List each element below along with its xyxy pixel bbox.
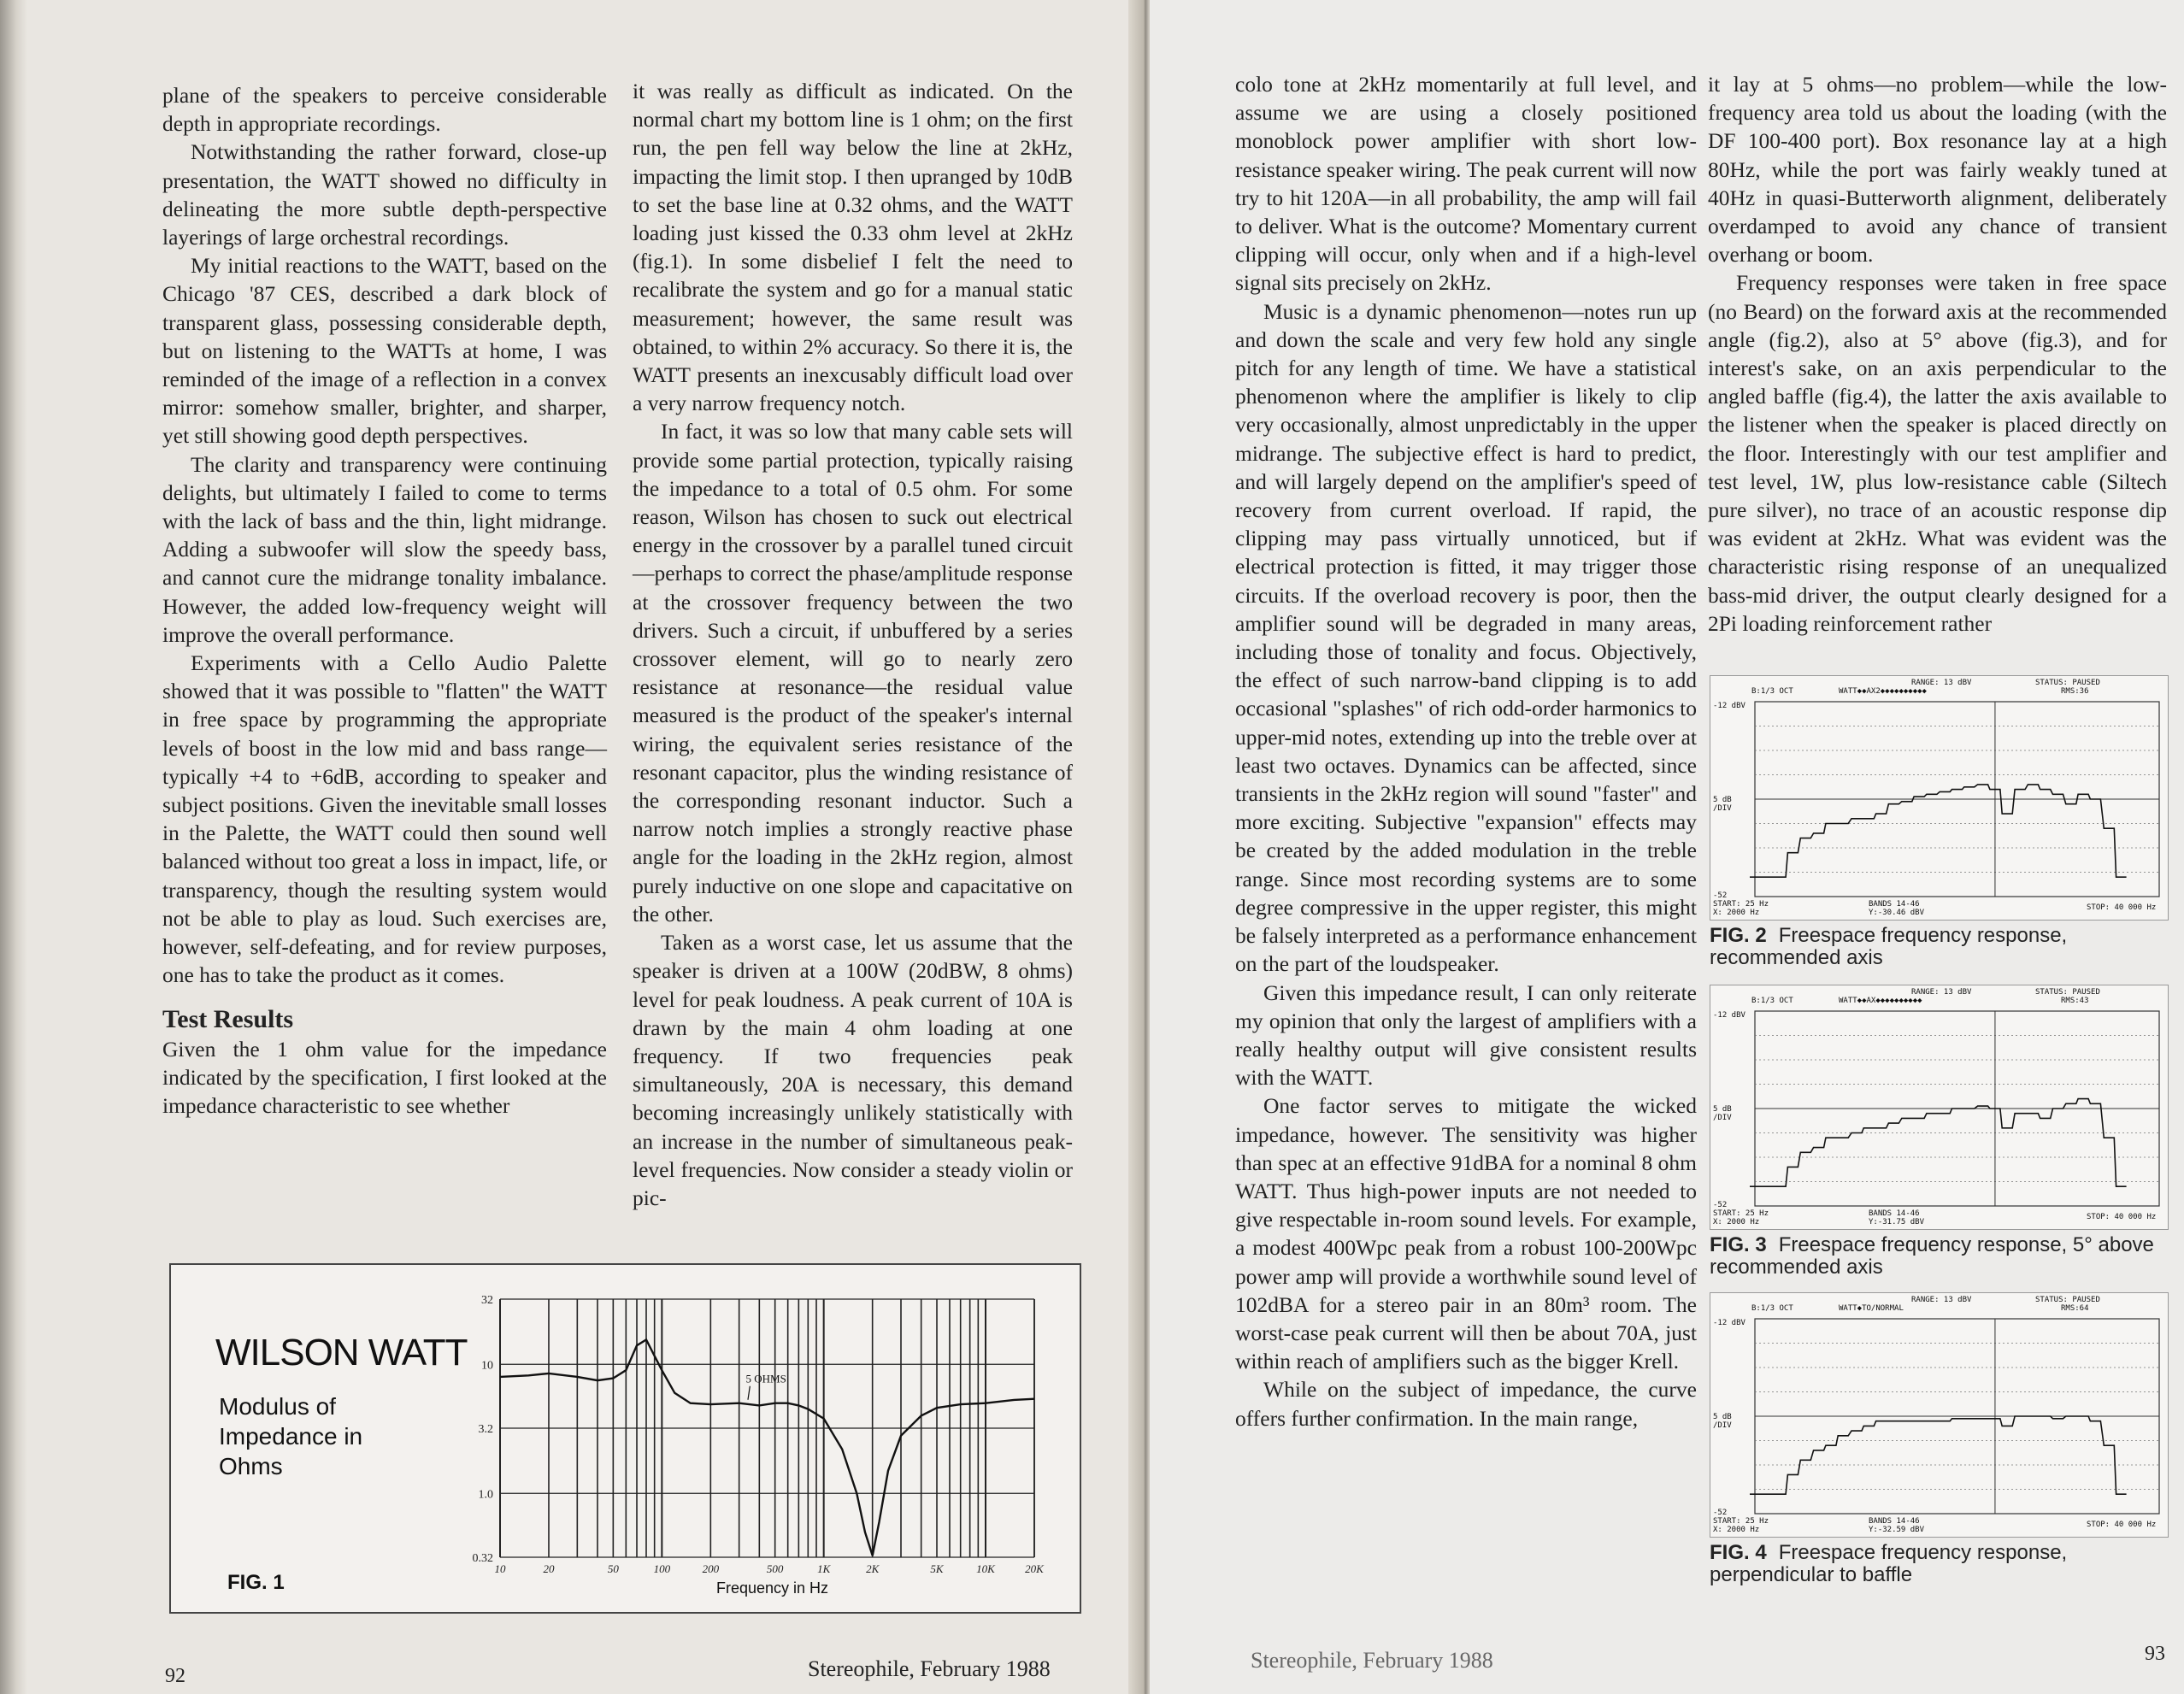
left-column-1	[162, 81, 607, 1120]
rms-readout: RMS:64	[2061, 1304, 2089, 1313]
response-trace	[1750, 1416, 2127, 1494]
x-tick-label: 20K	[1025, 1562, 1044, 1575]
caption-text: Freespace frequency response, 5° above recommended axis	[1710, 1233, 2154, 1279]
page-number: 92	[165, 1665, 185, 1687]
trace-name: WATT◆◆AX2◆◆◆◆◆◆◆◆◆◆	[1839, 687, 1927, 696]
x-tick-label: 20	[543, 1562, 555, 1575]
status-readout: STATUS: PAUSED	[2035, 679, 2100, 687]
range-readout: RANGE: 13 dBV	[1911, 679, 1972, 687]
stop-readout: STOP: 40 000 Hz	[2087, 1213, 2157, 1221]
response-trace-svg	[1710, 1293, 2168, 1537]
y-top-label: -12 dBV	[1713, 702, 1745, 710]
stop-readout: STOP: 40 000 Hz	[2087, 1520, 2157, 1529]
figure-caption	[1710, 1234, 2169, 1279]
left-column-2	[633, 77, 1073, 1212]
cursor-x-readout: X: 2000 Hz	[1713, 909, 1760, 917]
y-top-label: -12 dBV	[1713, 1319, 1745, 1327]
figure-1-impedance-chart	[169, 1263, 1081, 1614]
paragraph: Taken as a worst case, let us assume that the speaker is driven at a 100W (20dBW, 8 ohms) level for peak loudness. A peak current of 10A is drawn by the main 4 ohm loading at one frequency. If two frequencies peak simultaneously, 20A is necessary, this demand becoming increasingly unlikely statistically with an increase in the number of simultaneous peak-level frequencies. Now consider a steady violin or pic-	[633, 930, 1073, 1210]
paragraph: Notwithstanding the rather forward, close-up presentation, the WATT showed no difficulty in delineating the more subtle depth-perspective layerings of large orchestral recordings.	[162, 139, 607, 250]
response-trace-svg	[1710, 985, 2168, 1229]
bands-readout: BANDS 14-46	[1869, 1209, 1920, 1218]
bandwidth-readout: B:1/3 OCT	[1751, 997, 1793, 1005]
figure-label: FIG. 3	[1710, 1233, 1767, 1256]
y-bottom-label: -52	[1713, 1509, 1728, 1517]
figure-3-frequency-response	[1710, 985, 2169, 1279]
x-tick-label: 10K	[976, 1562, 995, 1575]
start-readout: START: 25 Hz	[1713, 1209, 1769, 1218]
x-tick-label: 50	[607, 1562, 619, 1575]
y-scale-label: 5 dB /DIV	[1713, 1413, 1732, 1430]
annotation-arrow	[748, 1386, 750, 1400]
response-trace	[1750, 785, 2127, 877]
x-tick-label: 200	[702, 1562, 720, 1575]
x-tick-label: 1K	[817, 1562, 831, 1575]
paragraph: Music is a dynamic phenomenon—notes run up and down the scale and very few hold any single pitch for any length of time. We have a statistical phenomenon where the amplifier is likely to clip very occasionally, almost unpredictably in the upper midrange. The subjective effect is hard to predict, and will largely depend on the amplifier's speed of recovery from current overload. If rapid, the clipping may pass virtually unnoticed, but if electrical protection is fitted, it may trigger those circuits. If the overload recovery is poor, then the amplifier sound will be degraded in many areas, including those of tonality and focus. Objectively, the effect of such narrow-band clipping is to add occasional "splashes" of rich odd-order harmonics to upper-mid notes, extending up into the treble over at least two octaves. Dynamics can be affected, since transients in the 2kHz region will sound "faster" and more exciting. Subjective "expansion" effects may be created by the added modulation in the treble range. Since most recording systems are to some degree compressive in the upper register, this might be falsely interpreted as a performance enhancement on the part of the loudspeaker.	[1235, 298, 1697, 977]
page-edge-shadow	[0, 0, 27, 1694]
range-readout: RANGE: 13 dBV	[1911, 1296, 1972, 1304]
figure-caption	[1710, 1542, 2169, 1586]
right-column-2	[1708, 70, 2167, 638]
x-axis-label: Frequency in Hz	[716, 1579, 829, 1597]
rms-readout: RMS:36	[2061, 687, 2089, 696]
paragraph: Given the 1 ohm value for the impedance indicated by the specification, I first looked at the impedance characteristic to see whether	[162, 1036, 607, 1119]
paragraph: Frequency responses were taken in free space (no Beard) on the forward axis at the recommended angle (fig.2), also at 5° above (fig.3), and for interest's sake, on an axis perpendicular to the angled baffle (fig.4), the latter the axis available to the listener when the speaker is placed directly on the floor. Interestingly with our test amplifier and test level, 1W, plus low-resistance cable (Siltech pure silver), no trace of an acoustic response dip was evident at 2kHz. What was evident was the characteristic rising response of an unequalized bass-mid driver, the output clearly designed for a 2Pi loading reinforcement rather	[1708, 270, 2167, 636]
trace-name: WATT◆◆AX◆◆◆◆◆◆◆◆◆◆	[1839, 997, 1922, 1005]
right-page	[1150, 0, 2184, 1694]
y-scale-label: 5 dB /DIV	[1713, 1105, 1732, 1122]
figure-4-frequency-response	[1710, 1292, 2169, 1586]
paragraph: Experiments with a Cello Audio Palette showed that it was possible to "flatten" the WATT in free space by programming the appropriate levels of boost in the low mid and bass range—typically +4 to +6dB, according to speaker and subject positions. Given the inevitable small losses in the Palette, the WATT could then sound well balanced without too great a loss in impact, life, or transparency, though the resulting system would not be able to play as loud. Such exercises are, however, self-defeating, and for review purposes, one has to take the product as it comes.	[162, 650, 607, 988]
cursor-y-readout: Y:-32.59 dBV	[1869, 1526, 1925, 1534]
chart-title: WILSON WATT	[215, 1332, 468, 1373]
y-tick-label: 0.32	[472, 1552, 493, 1565]
page-number: 93	[2145, 1643, 2165, 1665]
paragraph: plane of the speakers to perceive considerable depth in appropriate recordings.	[162, 83, 607, 137]
start-readout: START: 25 Hz	[1713, 900, 1769, 909]
paragraph: The clarity and transparency were continuing delights, but ultimately I failed to come to terms with the lack of bass and the thin, light midrange. Adding a subwoofer will slow the speedy bass, and cannot cure the midrange tonality imbalance. However, the added low-frequency weight will improve the overall performance.	[162, 451, 607, 647]
y-tick-label: 1.0	[478, 1488, 493, 1502]
paragraph: Given this impedance result, I can only reiterate my opinion that only the largest of amplifiers with a really healthy output will give consistent results with the WATT.	[1235, 979, 1697, 1091]
cursor-x-readout: X: 2000 Hz	[1713, 1218, 1760, 1226]
response-trace-svg	[1710, 676, 2168, 920]
stop-readout: STOP: 40 000 Hz	[2087, 903, 2157, 912]
y-scale-label: 5 dB /DIV	[1713, 796, 1732, 813]
paragraph: While on the subject of impedance, the curve offers further confirmation. In the main range,	[1235, 1377, 1697, 1431]
x-tick-label: 10	[494, 1562, 506, 1575]
paragraph: My initial reactions to the WATT, based on the Chicago '87 CES, described a dark block of transparent glass, possessing considerable depth, but on listening to the WATTs at home, I was reminded of the image of a reflection in a convex mirror: somehow smaller, brighter, and sharper, yet still showing good depth perspectives.	[162, 253, 607, 449]
y-bottom-label: -52	[1713, 1201, 1728, 1209]
response-trace	[1750, 1099, 2127, 1187]
x-tick-label: 5K	[930, 1562, 944, 1575]
figure-label: FIG. 2	[1710, 924, 1767, 947]
analyzer-plot	[1710, 985, 2169, 1230]
figure-2-frequency-response	[1710, 675, 2169, 969]
figure-label: FIG. 4	[1710, 1541, 1767, 1564]
y-tick-label: 10	[481, 1359, 493, 1373]
caption-text: Freespace frequency response, perpendicular to baffle	[1710, 1541, 2068, 1586]
y-top-label: -12 dBV	[1713, 1011, 1745, 1020]
paragraph: One factor serves to mitigate the wicked impedance, however. The sensitivity was higher than spec at an effective 91dBA for a nominal 8 ohm WATT. Thus high-power inputs are not needed to give respectable in-room sound levels. For example, a modest 400Wpc peak from a robust 100-200Wpc power amp will provide a worthwhile sound level of 102dBA for a stereo pair in an 80m³ room. The worst-case peak current will then be about 70A, just within reach of amplifiers such as the bigger Krell.	[1235, 1093, 1697, 1374]
x-tick-label: 100	[653, 1562, 671, 1575]
y-tick-label: 3.2	[478, 1423, 493, 1436]
status-readout: STATUS: PAUSED	[2035, 1296, 2100, 1304]
status-readout: STATUS: PAUSED	[2035, 988, 2100, 997]
range-readout: RANGE: 13 dBV	[1911, 988, 1972, 997]
y-tick-label: 32	[481, 1294, 493, 1307]
x-tick-label: 500	[766, 1562, 784, 1575]
running-footer: Stereophile, February 1988	[808, 1656, 1051, 1681]
caption-text: Freespace frequency response, recommended axis	[1710, 924, 2068, 969]
right-column-1	[1235, 70, 1697, 1432]
start-readout: START: 25 Hz	[1713, 1517, 1769, 1526]
cursor-x-readout: X: 2000 Hz	[1713, 1526, 1760, 1534]
y-bottom-label: -52	[1713, 891, 1728, 900]
paragraph: In fact, it was so low that many cable sets will provide some partial protection, typically raising the impedance to a total of 0.5 ohm. For some reason, Wilson has chosen to suck out electrical energy in the crossover by a parallel tuned circuit—perhaps to correct the phase/amplitude response at the crossover frequency between the two drivers. Such a circuit, if unbuffered by a series crossover element, will go to nearly zero resistance at resonance—the residual value measured is the product of the speaker's internal wiring, the equivalent series resistance of the resonant capacitor, plus the winding resistance of the corresponding resonant inductor. Such a narrow notch implies a strongly reactive phase angle for the loading in the 2kHz region, almost purely inductive on one slope and capacitative on the other.	[633, 419, 1073, 926]
running-footer: Stereophile, February 1988	[1251, 1648, 1493, 1673]
curve-annotation: 5 OHMS	[745, 1372, 786, 1385]
bands-readout: BANDS 14-46	[1869, 900, 1920, 909]
bandwidth-readout: B:1/3 OCT	[1751, 687, 1793, 696]
paragraph: colo tone at 2kHz momentarily at full level, and assume we are using a closely positioned monoblock power amplifier with short low-resistance speaker wiring. The peak current will now try to hit 120A—in all probability, the amp will fail to deliver. What is the outcome? Momentary current clipping will occur, only when and if a high-level signal sits precisely on 2kHz.	[1235, 72, 1697, 296]
bandwidth-readout: B:1/3 OCT	[1751, 1304, 1793, 1313]
chart-subtitle: Modulus of Impedance in Ohms	[219, 1393, 363, 1479]
cursor-y-readout: Y:-31.75 dBV	[1869, 1218, 1925, 1226]
x-tick-label: 2K	[866, 1562, 880, 1575]
paragraph: it lay at 5 ohms—no problem—while the low-frequency area told us about the loading (with the DF 100-400 port). Box resonance lay at a high 80Hz, while the port was fairly weakly tuned at 40Hz in quasi-Butterworth alignment, deliberately overdamped to avoid any chance of transient overhang or boom.	[1708, 72, 2167, 268]
rms-readout: RMS:43	[2061, 997, 2089, 1005]
analyzer-plot	[1710, 1292, 2169, 1538]
figure-label: FIG. 1	[227, 1571, 285, 1594]
figure-caption	[1710, 925, 2169, 969]
paragraph: it was really as difficult as indicated. On the normal chart my bottom line is 1 ohm; on the first run, the pen fell way below the line at 2kHz, impacting the limit stop. I then upranged by 10dB to set the base line at 0.32 ohms, and the WATT loading just kissed the 0.33 ohm level at 2kHz (fig.1). In some disbelief I felt the need to recalibrate the system and go for a manual static measurement; however, the same result was obtained, to within 2% accuracy. So there it is, the WATT presents an inexcusably difficult load over a very narrow frequency notch.	[633, 79, 1073, 416]
trace-name: WATT◆TO/NORMAL	[1839, 1304, 1904, 1313]
cursor-y-readout: Y:-30.46 dBV	[1869, 909, 1925, 917]
analyzer-plot	[1710, 675, 2169, 921]
section-heading: Test Results	[162, 1004, 294, 1033]
bands-readout: BANDS 14-46	[1869, 1517, 1920, 1526]
